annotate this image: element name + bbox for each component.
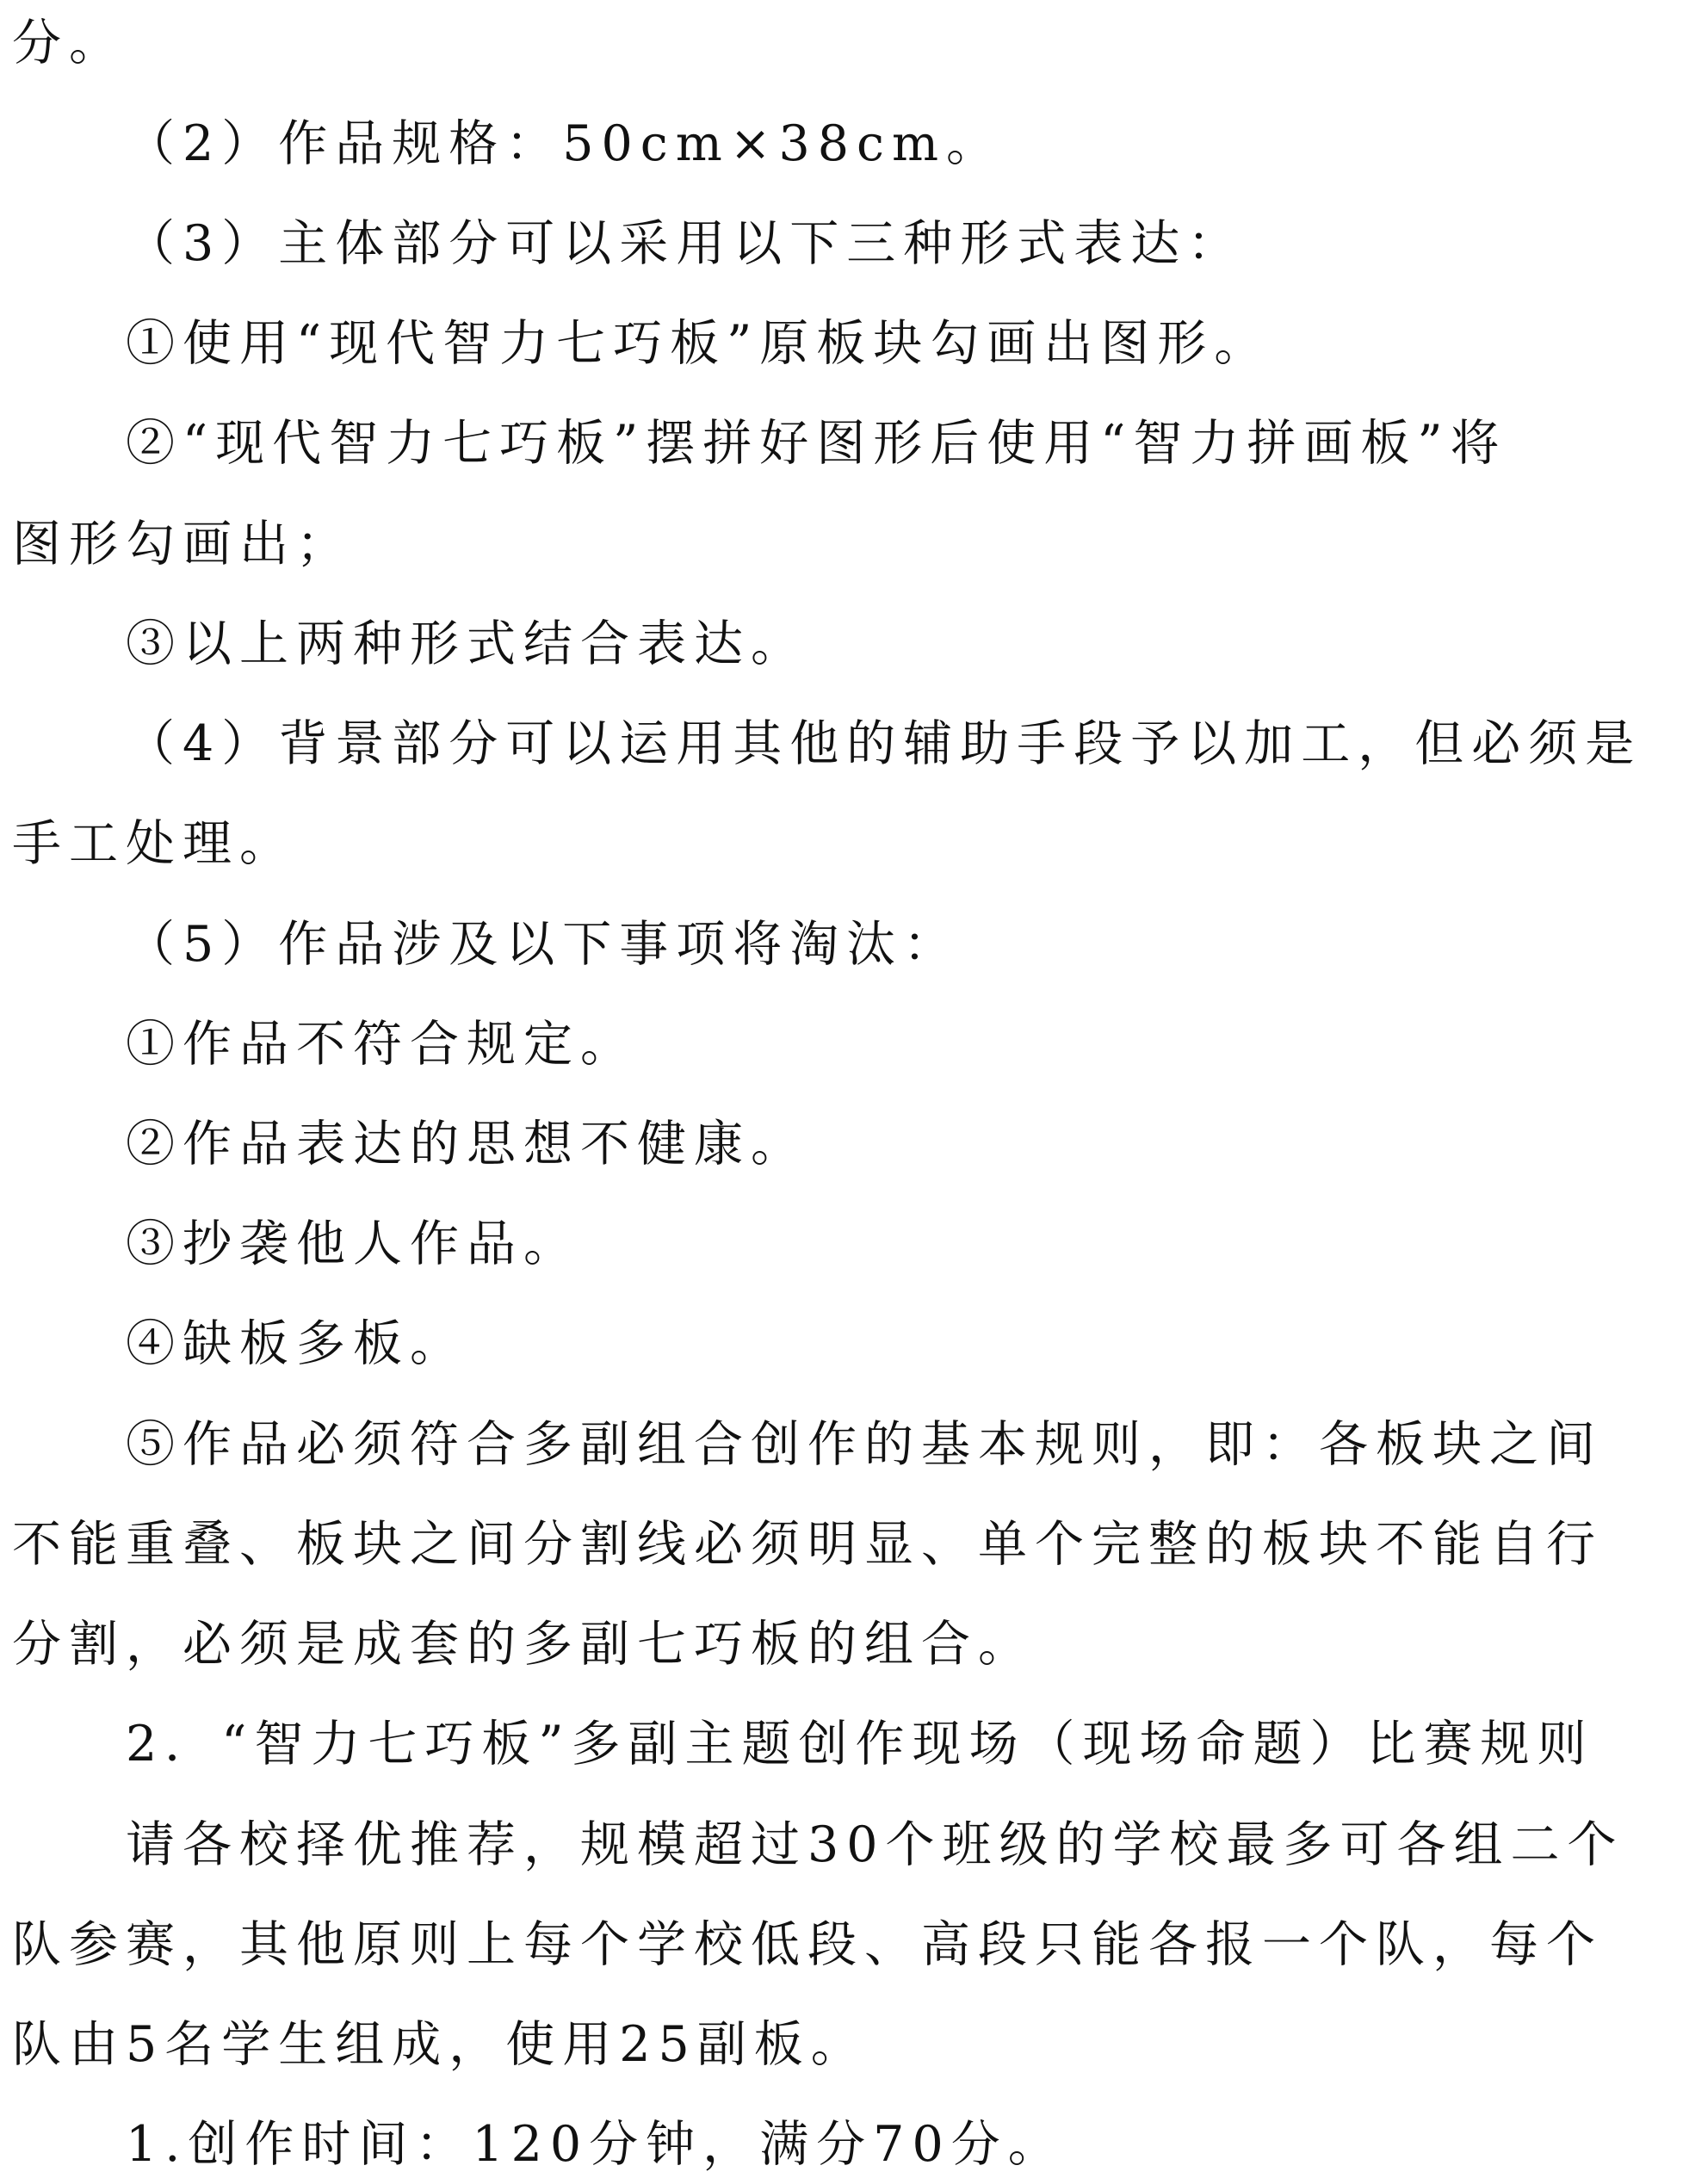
text-line: 图形勾画出； [12,516,353,572]
text-line: ③抄袭他人作品。 [126,1216,580,1272]
text-line: （2）作品规格：50cm×38cm。 [126,115,1004,172]
text-line: 队参赛，其他原则上每个学校低段、高段只能各报一个队，每个 [12,1916,1603,1973]
text-line: 队由5名学生组成，使用25副板。 [12,2016,868,2073]
text-line: 请各校择优推荐，规模超过30个班级的学校最多可各组二个 [126,1816,1624,1873]
text-line: （3）主体部分可以采用以下三种形式表达： [126,215,1245,272]
text-line: ⑤作品必须符合多副组合创作的基本规则，即：各板块之间 [126,1416,1603,1473]
text-line: 分割，必须是成套的多副七巧板的组合。 [12,1616,1035,1673]
text-line: ①作品不符合规定。 [126,1016,637,1073]
text-line: 不能重叠、板块之间分割线必须明显、单个完整的板块不能自行 [12,1516,1603,1573]
text-line: ①使用“现代智力七巧板”原板块勾画出图形。 [126,315,1272,372]
text-line: 1.创作时间：120分钟，满分70分。 [126,2116,1065,2173]
text-line: （5）作品涉及以下事项将淘汰： [126,916,961,973]
text-line: 分。 [12,15,126,71]
text-line: ③以上两种形式结合表达。 [126,616,807,672]
text-line: （4）背景部分可以运用其他的辅助手段予以加工，但必须是 [126,715,1643,772]
text-line: ②“现代智力七巧板”摆拼好图形后使用“智力拼画板”将 [126,415,1507,472]
text-line: 手工处理。 [12,815,296,872]
text-line: 2．“智力七巧板”多副主题创作现场（现场命题）比赛规则 [126,1716,1594,1773]
text-line: ④缺板多板。 [126,1315,467,1372]
text-line: ②作品表达的思想不健康。 [126,1116,807,1172]
